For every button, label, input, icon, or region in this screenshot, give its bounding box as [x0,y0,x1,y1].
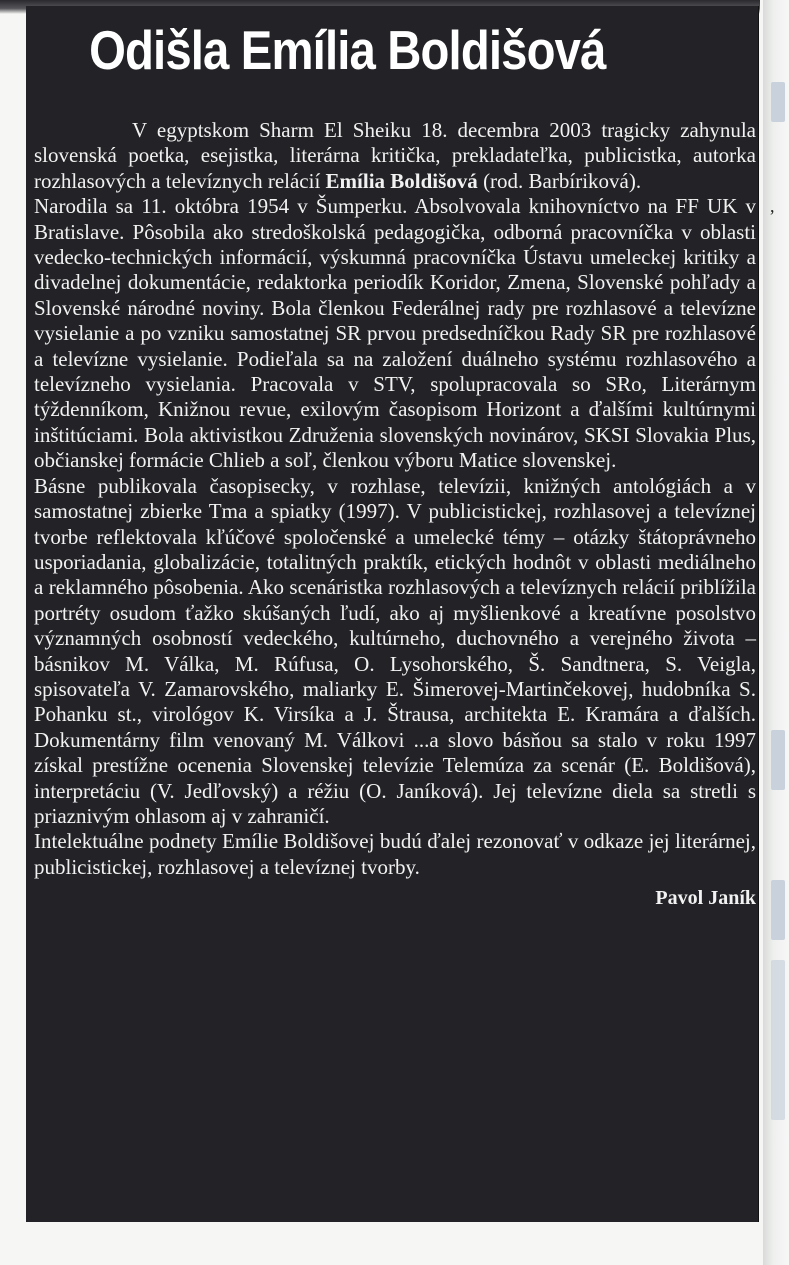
margin-mark: , [770,196,775,216]
article-body [34,118,756,912]
adjacent-page-strip [763,0,789,1265]
headline: Odišla Emília Boldišová [89,19,606,81]
adjacent-page-fragment [771,960,785,1120]
intro-text: V egyptskom Sharm El Sheiku 18. decembra 2003 tragicky zahynula slovenská poetka, esejistka, literárna kritička, prekladateľka, publicistka, autorka rozhlasových a televíznych relácií [34,118,756,193]
adjacent-page-fragment [771,82,785,122]
adjacent-page-fragment [771,880,785,940]
author-signature: Pavol Janík [655,887,756,910]
paragraph-work: Básne publikovala časopisecky, v rozhlase, televízii, knižných antológiách a v samostatnej zbierke Tma a spiatky (1997). V publicistickej, rozhlasovej a televíznej tvorbe reflektovala kľúčové spoločenské a umelecké témy – otázky štátoprávneho usporiadania, globalizácie, totalitných praktík, etických hodnôt v oblasti mediálneho a reklamného pôsobenia. Ako scenáristka rozhlasových a televíznych relácií priblížila portréty osudom ťažko skúšaných ľudí, ako aj myšlienkové a kreatívne posolstvo významných osobností vedeckého, kultúrneho, duchovného a verejného života – básnikov M. Válka, M. Rúfusa, O. Lysohorského, Š. Sandtnera, S. Veigla, spisovateľa V. Zamarovského, maliarky E. Šimerovej-Martinčekovej, hudobníka S. Pohanku st., virológov K. Virsíka a J. Štrausa, architekta E. Kramára a ďalších. Dokumentárny film venovaný M. Válkovi ...a slovo básňou sa stalo v roku 1997 získal prestížne ocenenia Slovenskej televízie Telemúza za scenár (E. Boldišová), interpretáciu (V. Jedľovský) a réžiu (O. Janíková). Jej televízne diela sa stretli s priaznivým ohlasom aj v zahraničí. [34,473,756,828]
paragraph-biography: Narodila sa 11. októbra 1954 v Šumperku. Absolvovala knihovníctvo na FF UK v Bratislave. Pôsobila ako stredoškolská pedagogička, odborná pracovníčka v oblasti vedecko-technických informácií, výskumná pracovníčka Ústavu umeleckej kritiky a divadelnej dokumentácie, redaktorka periodík Koridor, Zmena, Slovenské pohľady a Slovenské národné noviny. Bola členkou Federálnej rady pre rozhlasové a televízne vysielanie a po vzniku samostatnej SR prvou predsedníčkou Rady SR pre rozhlasové a televízne vysielanie. Podieľala sa na založení duálneho systému rozhlasového a televízneho vysielania. Pracovala v STV, spolupracovala so SRo, Literárnym týždenníkom, Knižnou revue, exilovým časopisom Horizont a ďalšími kultúrnymi inštitúciami. Bola aktivistkou Združenia slovenských novinárov, SKSI Slovakia Plus, občianskej formácie Chlieb a soľ, členkou výboru Matice slovenskej. [34,194,756,473]
intro-text-end: (rod. Barbíriková). [477,168,642,193]
paragraph-intro [34,118,756,194]
adjacent-page-fragment [771,730,785,790]
paragraph-closing: Intelektuálne podnety Emílie Boldišovej budú ďalej rezonovať v odkaze jej literárnej, publicistickej, rozhlasovej a televíznej tvorby. [34,829,756,879]
obituary-article [26,6,759,1222]
subject-name: Emília Boldišová [325,168,478,193]
